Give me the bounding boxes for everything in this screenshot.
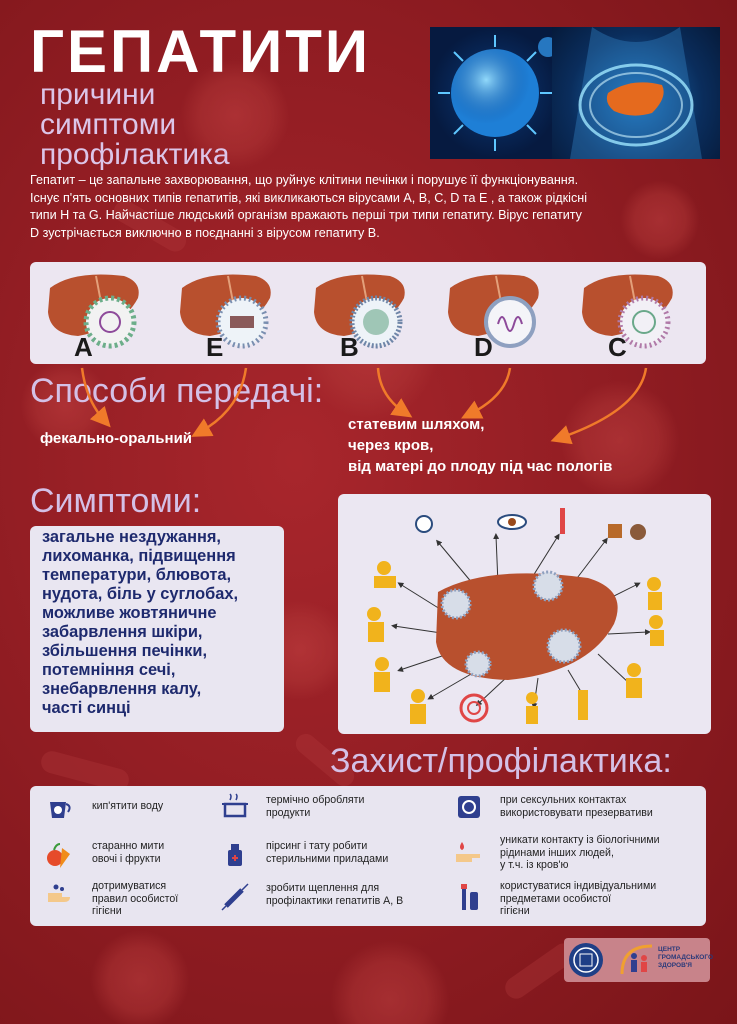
subtitle-symptoms: симптоми — [40, 108, 177, 141]
protection-text: гігієни — [500, 905, 530, 917]
hand-wash-icon — [44, 882, 74, 912]
symptom-line: нудота, біль у суглобах, — [42, 585, 239, 603]
symptom-line: лихоманка, підвищення — [42, 547, 236, 565]
virus-type-card — [176, 268, 280, 360]
protection-text: рідинами інших людей, — [500, 846, 614, 859]
subtitle-causes: причини — [40, 78, 156, 111]
protection-text: овочі і фрукти — [92, 852, 161, 865]
protection-item — [92, 880, 178, 918]
intro-line: D зустрічається виключно в поєднанні з вірусом гепатиту B. — [30, 225, 380, 240]
symptom-line: забарвлення шкіри, — [42, 623, 203, 641]
logo-text — [658, 946, 713, 970]
protection-item — [500, 834, 660, 872]
protection-item — [266, 794, 364, 819]
transmission-other — [348, 414, 612, 477]
transmission-line: через кров, — [348, 437, 434, 454]
kettle-icon — [44, 792, 74, 822]
protection-heading: Захист/профілактика: — [330, 742, 672, 780]
protection-text: зробити щеплення для — [266, 882, 380, 894]
liver-virus-icon — [444, 268, 548, 360]
intro-line: типи H та G. Найчастіше людський організм вражають перші три типи гепатиту. Вірус гепатиту — [30, 208, 582, 222]
symptom-line: збільшення печінки, — [42, 642, 208, 660]
protection-item — [500, 880, 656, 918]
liver-virus-icon — [310, 268, 414, 360]
emblem-logo-icon — [568, 942, 604, 978]
symptom-line: температури, блювота, — [42, 566, 232, 584]
protection-text: правил особистої — [92, 892, 179, 905]
protection-item — [500, 794, 653, 819]
family-logo-icon — [618, 942, 656, 978]
protection-text: термічно обробляти — [266, 794, 365, 806]
symptom-line: потемніння сечі, — [42, 661, 176, 679]
virus-type-label: C — [608, 332, 627, 362]
liver-body-illustration — [552, 27, 720, 159]
protection-text: предметами особистої — [500, 892, 612, 905]
protection-text: уникати контакту із біологічними — [500, 834, 660, 846]
symptoms-list-box — [30, 526, 284, 732]
protection-text: дотримуватися — [92, 880, 167, 892]
hero-image — [430, 27, 720, 159]
symptoms-text — [42, 528, 292, 718]
transmission-fecal-oral: фекально-оральний — [40, 430, 193, 447]
virus-type-label: B — [340, 332, 359, 362]
fruits-icon — [44, 840, 74, 870]
intro-line: Існує п'ять основних типів гепатитів, які викликаються вірусами A, B, C, D та E , а також рідкісні — [30, 190, 587, 205]
virus-type-label: E — [206, 332, 224, 362]
protection-text: стерильними приладами — [266, 852, 389, 865]
protection-text: продукти — [266, 806, 311, 819]
virus-type-card — [44, 268, 148, 360]
protection-text: використовувати презервативи — [500, 806, 653, 819]
blood-drop-icon — [454, 838, 484, 868]
symptom-line: знебарвлення калу, — [42, 680, 202, 698]
subtitle-list — [40, 80, 230, 170]
symptom-line: загальне нездужання, — [42, 528, 221, 546]
transmission-line: статевим шляхом, — [348, 416, 485, 433]
protection-item — [266, 840, 388, 865]
bg-virus-decoration — [330, 940, 450, 1024]
transmission-line: від матері до плоду під час пологів — [348, 458, 613, 475]
symptom-line: часті синці — [42, 699, 131, 717]
logo-text-line: ЦЕНТР — [658, 946, 681, 953]
logo-text-line: ГРОМАДСЬКОГО — [658, 954, 714, 961]
page-title: ГЕПАТИТИ — [30, 18, 372, 85]
virus-types-panel — [30, 262, 706, 364]
protection-item — [92, 800, 163, 813]
toothbrush-icon — [454, 882, 484, 912]
symptom-line: можливе жовтяничне — [42, 604, 217, 622]
transmission-heading: Способи передачі: — [30, 372, 324, 410]
logo-text-line: ЗДОРОВ'Я — [658, 962, 692, 969]
liver-virus-icon — [578, 268, 682, 360]
protection-item — [92, 840, 164, 865]
intro-line: Гепатит – це запальне захворювання, що руйнує клітини печінки і порушує її функціонування. — [30, 173, 579, 187]
protection-text: кип'ятити воду — [92, 800, 164, 812]
protection-text: користуватися індивідуальними — [500, 880, 657, 892]
virus-type-label: D — [474, 332, 493, 362]
protection-text: у т.ч. із кров'ю — [500, 859, 569, 871]
pot-icon — [220, 792, 250, 822]
liver-symptoms-illustration — [338, 494, 711, 734]
footer-logos — [564, 938, 714, 982]
virus-type-label: A — [74, 332, 93, 362]
condom-icon — [454, 792, 484, 822]
bg-virus-decoration — [90, 930, 190, 1024]
liver-virus-icon — [176, 268, 280, 360]
protection-text: старанно мити — [92, 840, 165, 852]
spray-icon — [220, 838, 250, 868]
protection-text: при сексульних контактах — [500, 794, 627, 806]
liver-virus-icon — [44, 268, 148, 360]
virus-illustration — [430, 27, 560, 159]
symptoms-heading: Симптоми: — [30, 482, 202, 520]
virus-type-card — [310, 268, 414, 360]
protection-text: пірсинг і тату робити — [266, 840, 368, 852]
protection-box — [30, 786, 706, 926]
subtitle-prevention: профілактика — [40, 138, 230, 171]
protection-item — [266, 882, 403, 907]
protection-text: гігієни — [92, 905, 122, 917]
intro-text — [30, 172, 710, 242]
virus-type-card — [578, 268, 682, 360]
protection-text: профілактики гепатитів А, В — [266, 894, 404, 907]
syringe-icon — [220, 882, 250, 912]
virus-type-card — [444, 268, 548, 360]
symptoms-diagram — [338, 494, 711, 734]
